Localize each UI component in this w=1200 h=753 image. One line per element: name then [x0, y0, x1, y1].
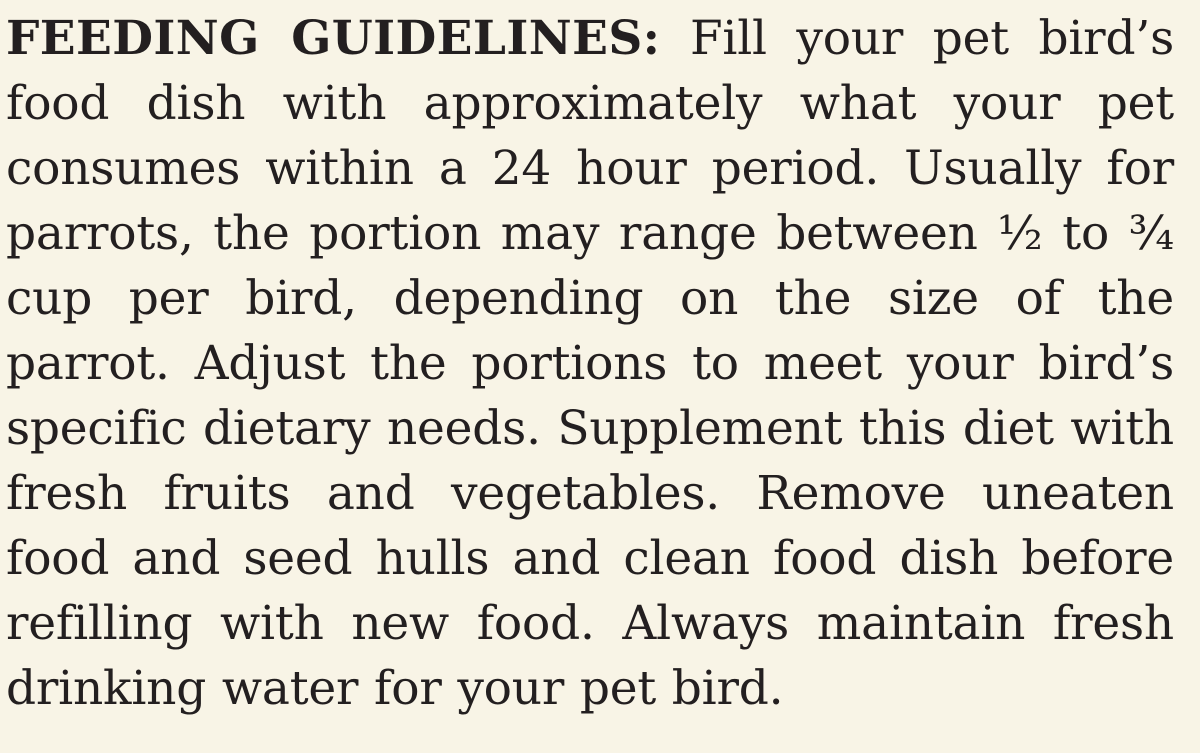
feeding-guidelines-paragraph	[6, 6, 1174, 721]
feeding-guidelines-body: Fill your pet bird’s food dish with approximately what your pet consumes within a 24 hour period. Usually for parrots, the portion may range between ½ to ¾ cup per bird, depending on the size of the parrot. Adjust the portions to meet your bird’s specific dietary needs. Supplement this diet with fresh fruits and vegetables. Remove uneaten food and seed hulls and clean food dish before refilling with new food. Always maintain fresh drinking water for your pet bird.	[6, 11, 1174, 716]
feeding-guidelines-heading: FEEDING GUIDELINES:	[6, 11, 661, 66]
